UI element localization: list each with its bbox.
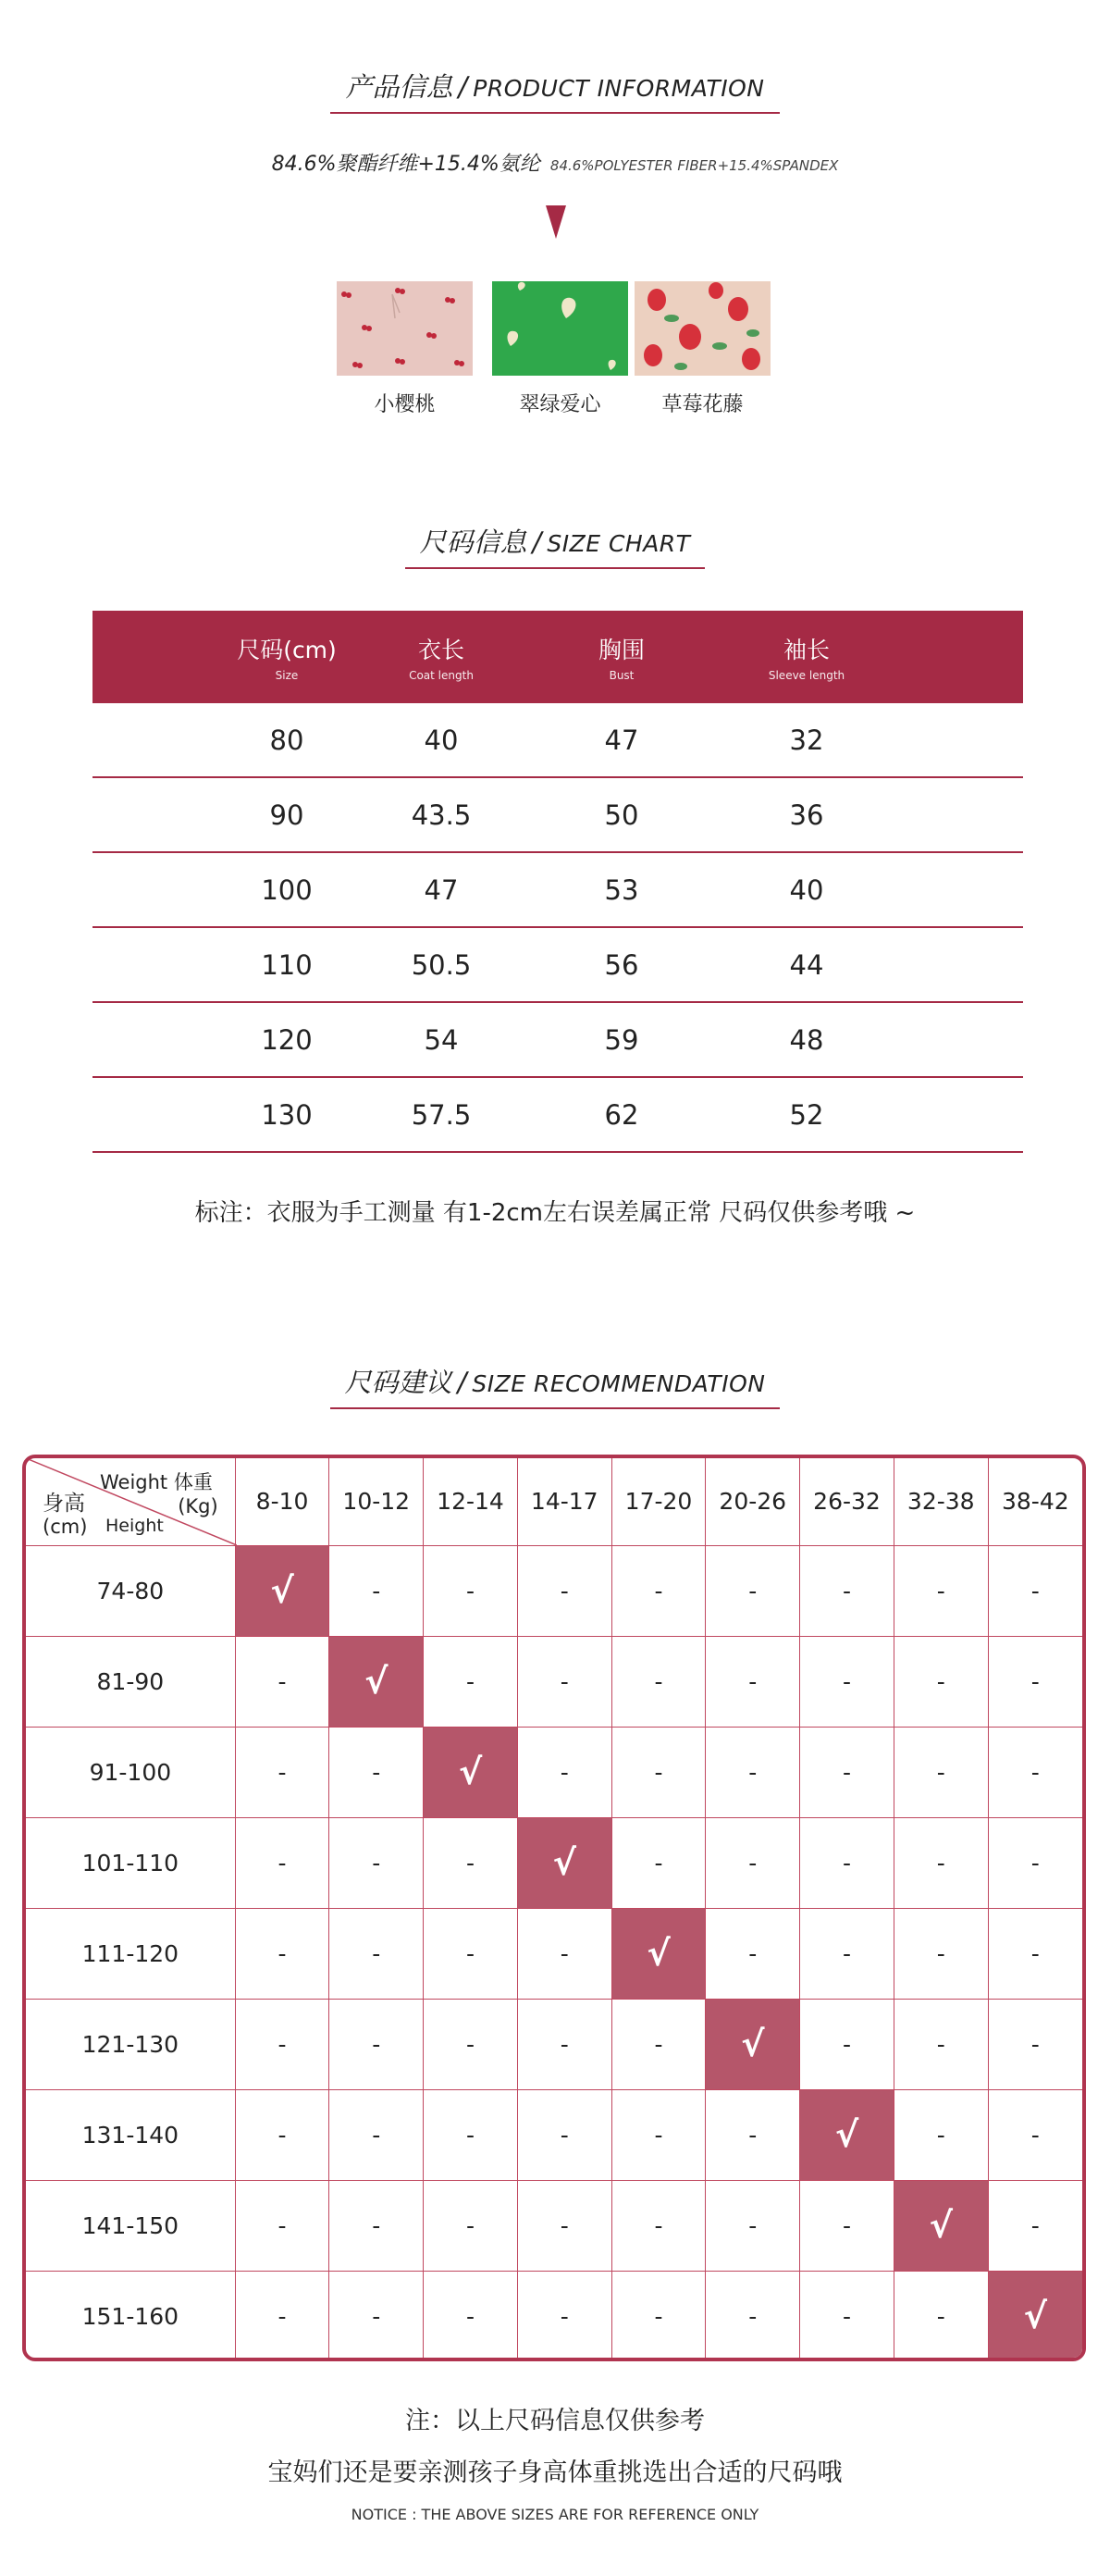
empty-cell: - [988,1545,1082,1636]
recommendation-row [26,1817,1082,1908]
material-cn: 84.6%聚酯纤维+15.4%氨纶 [271,153,540,176]
empty-cell: - [235,2089,329,2180]
recommendation-row [26,1908,1082,1999]
size-chart-cell: 90 [269,799,304,831]
weight-header: 10-12 [329,1458,424,1545]
empty-cell: - [706,1727,800,1817]
empty-cell: - [611,1817,706,1908]
down-arrow-icon [546,205,566,239]
weight-header: 32-38 [894,1458,988,1545]
empty-cell: - [611,2180,706,2271]
size-chart-cell: 56 [604,948,639,981]
corner-cell [26,1458,235,1545]
height-en: Height [105,1516,164,1536]
empty-cell: - [235,1999,329,2089]
header-size-en: Size [275,669,299,682]
size-chart-cell: 40 [424,724,459,756]
empty-cell: - [424,2271,518,2361]
height-header: 131-140 [26,2089,235,2180]
empty-cell: - [517,1727,611,1817]
size-chart-title-en: SIZE CHART [547,530,691,557]
product-info-title-en: PRODUCT INFORMATION [473,75,765,102]
size-chart-cell: 44 [789,948,824,981]
header-bust-cn: 胸围 [598,637,645,663]
empty-cell: - [611,2089,706,2180]
empty-cell: - [235,2180,329,2271]
swatch-cherry[interactable] [337,281,473,417]
size-chart-row [92,1078,1023,1153]
size-chart-cell: 130 [261,1098,313,1131]
height-header: 141-150 [26,2180,235,2271]
empty-cell: - [894,2271,988,2361]
green-hearts-pattern-image [492,281,628,376]
empty-cell: - [424,1545,518,1636]
footer-note-2: 宝妈们还是要亲测孩子身高体重挑选出合适的尺码哦 [267,2458,843,2487]
empty-cell: - [235,1817,329,1908]
size-recommendation-title: 尺码建议 / SIZE RECOMMENDATION [0,1362,1110,1409]
height-cn: 身高 [43,1492,85,1516]
size-chart-cell: 32 [789,724,824,756]
weight-header: 8-10 [235,1458,329,1545]
material-en: 84.6%POLYESTER FIBER+15.4%SPANDEX [549,157,839,174]
size-chart-note: 标注：衣服为手工测量 有1-2cm左右误差属正常 尺码仅供参考哦 ~ [194,1199,916,1227]
empty-cell: - [424,1908,518,1999]
header-bust [520,632,723,682]
size-chart-cell: 54 [424,1023,459,1056]
size-recommendation-grid [26,1458,1082,2361]
size-chart-body [92,703,1023,1153]
size-chart-cell: 36 [789,799,824,831]
empty-cell: - [894,1908,988,1999]
header-coat-length [363,632,520,682]
recommendation-row [26,2089,1082,2180]
header-bust-en: Bust [609,669,635,682]
empty-cell: - [706,2089,800,2180]
recommended-check-cell: √ [424,1727,518,1817]
empty-cell: - [800,1817,894,1908]
size-chart-row [92,1003,1023,1078]
empty-cell: - [800,1999,894,2089]
empty-cell: - [517,1545,611,1636]
empty-cell: - [611,1727,706,1817]
corner-weight-label [100,1468,213,1495]
size-chart-row [92,703,1023,778]
footer-note-3: NOTICE : THE ABOVE SIZES ARE FOR REFERENCE ONLY [351,2506,759,2523]
recommendation-header-row [26,1458,1082,1545]
empty-cell: - [894,1545,988,1636]
empty-cell: - [424,1999,518,2089]
empty-cell: - [517,2180,611,2271]
size-chart-cell: 47 [424,873,459,906]
size-chart-row [92,928,1023,1003]
recommended-check-cell: √ [235,1545,329,1636]
recommendation-row [26,2180,1082,2271]
empty-cell: - [424,2089,518,2180]
height-header: 91-100 [26,1727,235,1817]
size-chart-header-row [92,611,1023,703]
product-info-title-cn: 产品信息 [345,71,453,103]
size-chart-grid [92,611,1023,1153]
header-coat-length-cn: 衣长 [417,637,464,663]
empty-cell: - [706,1908,800,1999]
height-header: 121-130 [26,1999,235,2089]
recommendation-row [26,1727,1082,1817]
header-size-cn: 尺码(cm) [237,637,337,663]
size-chart-cell: 57.5 [411,1098,472,1131]
empty-cell: - [706,2180,800,2271]
swatch-label: 小樱桃 [374,393,436,416]
empty-cell: - [894,1817,988,1908]
height-header: 74-80 [26,1545,235,1636]
empty-cell: - [611,2271,706,2361]
size-chart-cell: 50 [604,799,639,831]
empty-cell: - [988,1817,1082,1908]
size-chart-cell: 110 [261,948,313,981]
empty-cell: - [988,2180,1082,2271]
empty-cell: - [800,1727,894,1817]
size-chart-cell: 52 [789,1098,824,1131]
empty-cell: - [988,1727,1082,1817]
empty-cell: - [988,1636,1082,1727]
header-sleeve-length [723,632,890,682]
size-chart-cell: 50.5 [411,948,472,981]
height-header: 81-90 [26,1636,235,1727]
size-chart-cell: 47 [604,724,639,756]
weight-header: 26-32 [800,1458,894,1545]
size-chart-cell: 53 [604,873,639,906]
size-chart-cell: 48 [789,1023,824,1056]
empty-cell: - [235,1636,329,1727]
empty-cell: - [894,1999,988,2089]
empty-cell: - [988,1999,1082,2089]
empty-cell: - [800,2271,894,2361]
size-chart-cell: 80 [269,724,304,756]
empty-cell: - [706,1545,800,1636]
height-header: 151-160 [26,2271,235,2361]
recommended-check-cell: √ [894,2180,988,2271]
swatch-strawberry-vine[interactable] [635,281,771,417]
cm-unit: (cm) [43,1516,88,1538]
recommended-check-cell: √ [611,1908,706,1999]
empty-cell: - [329,1727,424,1817]
size-recommendation-table [22,1455,1086,2361]
size-chart-cell: 43.5 [411,799,472,831]
kg-unit: (Kg) [178,1495,218,1517]
empty-cell: - [517,2271,611,2361]
empty-cell: - [235,1908,329,1999]
empty-cell: - [706,1636,800,1727]
weight-cn: 体重 [173,1471,213,1493]
empty-cell: - [988,2089,1082,2180]
swatch-label: 草莓花藤 [661,393,744,416]
empty-cell: - [517,1999,611,2089]
weight-header: 14-17 [517,1458,611,1545]
empty-cell: - [611,1636,706,1727]
recommendation-row [26,1545,1082,1636]
empty-cell: - [329,1817,424,1908]
recommended-check-cell: √ [988,2271,1082,2361]
swatch-label: 翠绿爱心 [519,393,601,416]
empty-cell: - [329,2271,424,2361]
empty-cell: - [706,1817,800,1908]
empty-cell: - [329,1999,424,2089]
size-recommendation-title-en: SIZE RECOMMENDATION [472,1370,766,1397]
size-chart-cell: 100 [261,873,313,906]
empty-cell: - [706,2271,800,2361]
empty-cell: - [424,2180,518,2271]
footer-note-1: 注：以上尺码信息仅供参考 [405,2407,705,2435]
empty-cell: - [800,2180,894,2271]
empty-cell: - [988,1908,1082,1999]
empty-cell: - [329,1908,424,1999]
empty-cell: - [235,1727,329,1817]
empty-cell: - [894,1727,988,1817]
empty-cell: - [235,2271,329,2361]
recommendation-row [26,2271,1082,2361]
empty-cell: - [329,2180,424,2271]
empty-cell: - [611,1999,706,2089]
empty-cell: - [800,1545,894,1636]
empty-cell: - [611,1545,706,1636]
weight-header: 17-20 [611,1458,706,1545]
product-info-title: 产品信息 / PRODUCT INFORMATION [0,67,1110,114]
header-size [185,632,388,682]
size-chart-title-cn: 尺码信息 [419,526,527,558]
recommended-check-cell: √ [800,2089,894,2180]
header-sleeve-length-en: Sleeve length [768,669,845,682]
weight-header: 20-26 [706,1458,800,1545]
size-recommendation-title-cn: 尺码建议 [344,1367,452,1398]
empty-cell: - [517,1908,611,1999]
empty-cell: - [329,1545,424,1636]
height-header: 111-120 [26,1908,235,1999]
empty-cell: - [894,1636,988,1727]
size-chart-row [92,778,1023,853]
strawberry-vine-pattern-image [635,281,771,376]
empty-cell: - [424,1636,518,1727]
empty-cell: - [424,1817,518,1908]
size-chart-cell: 40 [789,873,824,906]
header-coat-length-en: Coat length [409,669,474,682]
recommended-check-cell: √ [517,1817,611,1908]
weight-header: 38-42 [988,1458,1082,1545]
size-chart-row [92,853,1023,928]
empty-cell: - [517,1636,611,1727]
cherry-pattern-image [337,281,473,376]
empty-cell: - [517,2089,611,2180]
header-sleeve-length-cn: 袖长 [783,637,830,663]
recommendation-row [26,1999,1082,2089]
empty-cell: - [329,2089,424,2180]
recommended-check-cell: √ [329,1636,424,1727]
height-header: 101-110 [26,1817,235,1908]
material-line [0,148,1110,177]
weight-en: Weight [100,1471,168,1493]
empty-cell: - [800,1908,894,1999]
size-chart-cell: 120 [261,1023,313,1056]
empty-cell: - [894,2089,988,2180]
recommended-check-cell: √ [706,1999,800,2089]
swatch-green-hearts[interactable] [492,281,628,417]
empty-cell: - [800,1636,894,1727]
size-chart-cell: 62 [604,1098,639,1131]
recommendation-row [26,1636,1082,1727]
size-chart-title: 尺码信息 / SIZE CHART [0,522,1110,569]
size-chart-cell: 59 [604,1023,639,1056]
weight-header: 12-14 [424,1458,518,1545]
